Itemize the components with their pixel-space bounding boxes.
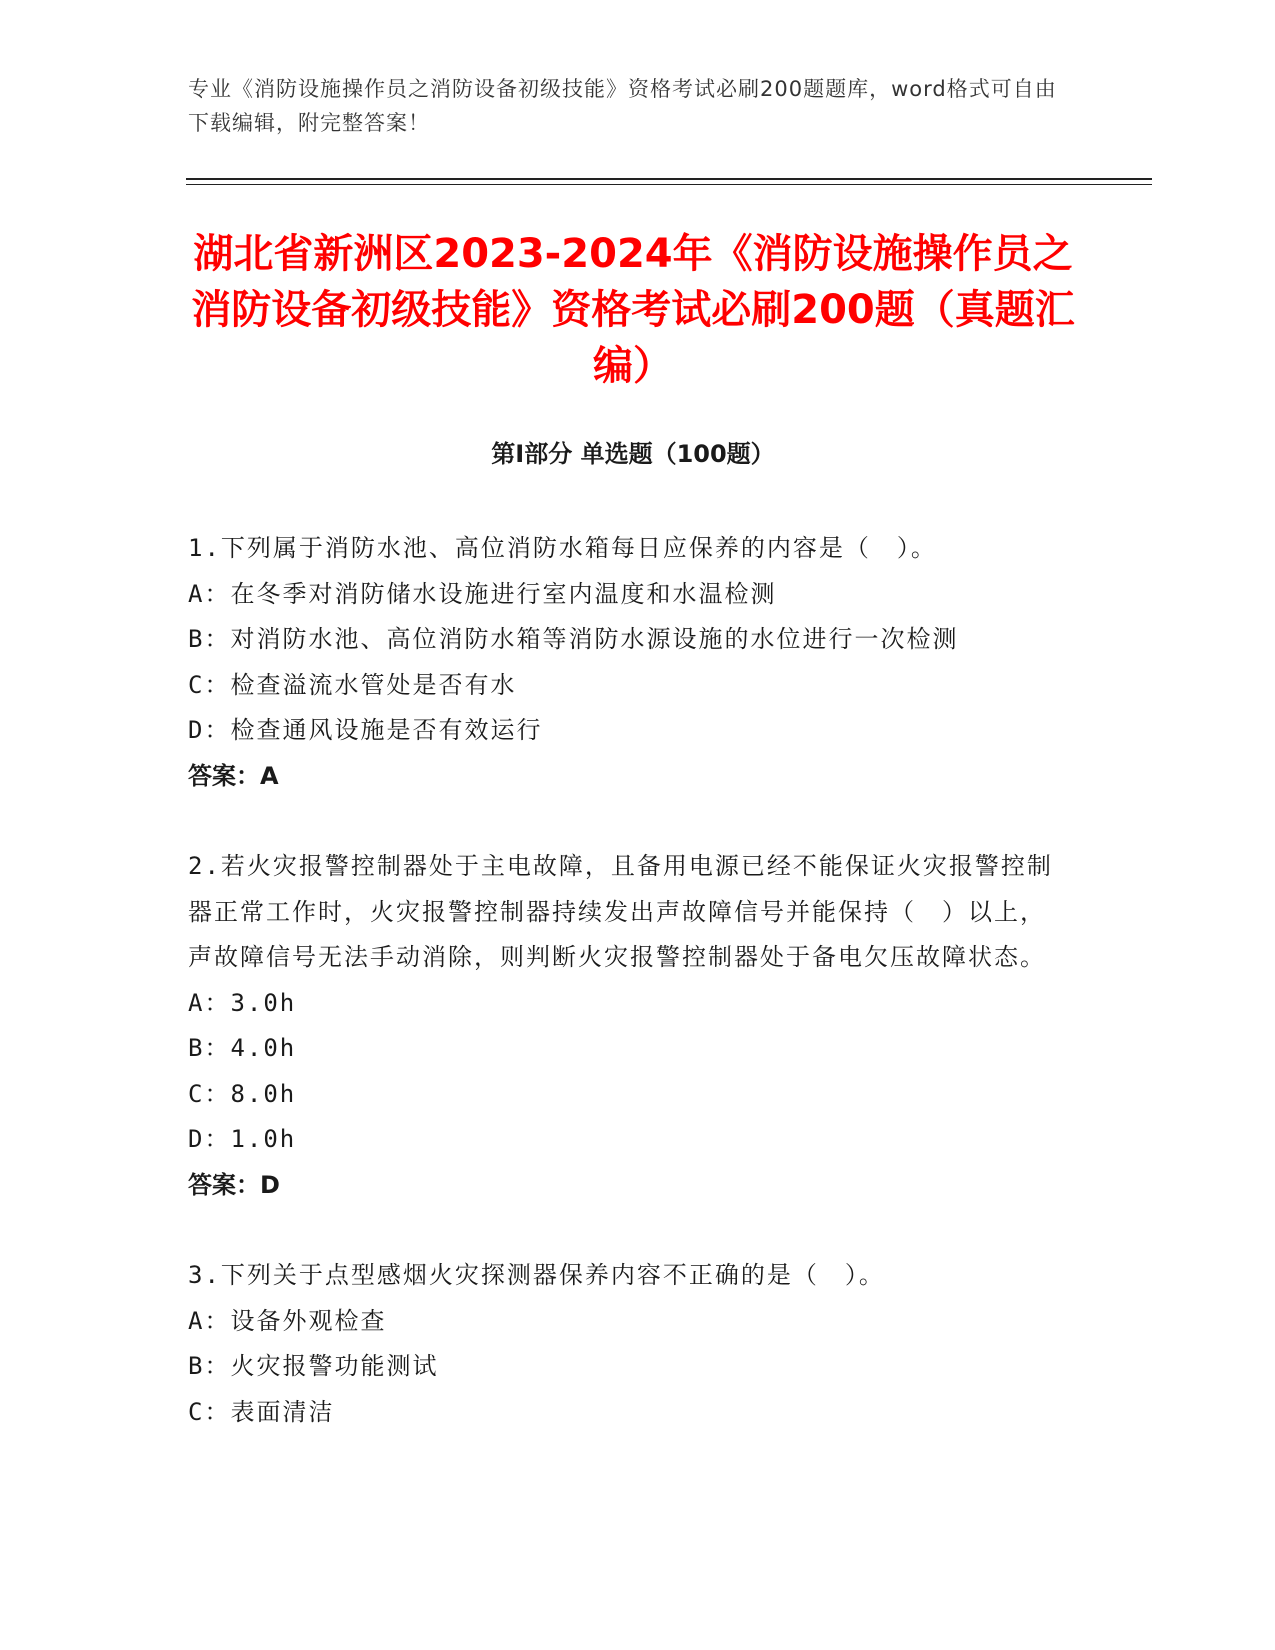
option-b: B：对消防水池、高位消防水箱等消防水源设施的水位进行一次检测 [188,625,959,653]
option-c: C：检查溢流水管处是否有水 [188,670,517,699]
question-stem: 1.下列属于消防水池、高位消防水箱每日应保养的内容是（ ）。 [188,534,937,562]
question-list [188,526,1068,1480]
question-2 [188,844,1068,1208]
question-stem: 3.下列关于点型感烟火灾探测器保养内容不正确的是（ ）。 [188,1261,885,1289]
answer-line: 答案：A [188,761,279,790]
option-b: B：火灾报警功能测试 [188,1352,439,1380]
option-a: A：3.0h [188,988,297,1017]
option-a: A：设备外观检查 [188,1306,387,1335]
header-rule-thin [186,184,1152,185]
question-1 [188,526,1068,799]
option-d: D：检查通风设施是否有效运行 [188,716,543,744]
option-a: A：在冬季对消防储水设施进行室内温度和水温检测 [188,579,777,608]
header-note: 专业《消防设施操作员之消防设备初级技能》资格考试必刷200题题库，word格式可自由下载编辑，附完整答案！ [188,77,1057,135]
option-c: C：8.0h [188,1079,297,1108]
section-title: 第Ⅰ部分 单选题（100题） [491,440,775,468]
option-b: B：4.0h [188,1034,297,1062]
question-3 [188,1253,1068,1435]
option-d: D：1.0h [188,1125,297,1153]
question-stem: 2.若火灾报警控制器处于主电故障，且备用电源已经不能保证火灾报警控制器正常工作时，火灾报警控制器持续发出声故障信号并能保持（ ）以上，声故障信号无法手动消除，则判断火灾报警控制器处于备电欠压故障状态。 [188,852,1053,971]
option-c: C：表面清洁 [188,1397,335,1426]
document-title: 湖北省新洲区2023-2024年《消防设施操作员之消防设备初级技能》资格考试必刷200题（真题汇编） [191,231,1075,389]
answer-line: 答案：D [188,1170,280,1199]
header-rule-thick [186,178,1152,180]
